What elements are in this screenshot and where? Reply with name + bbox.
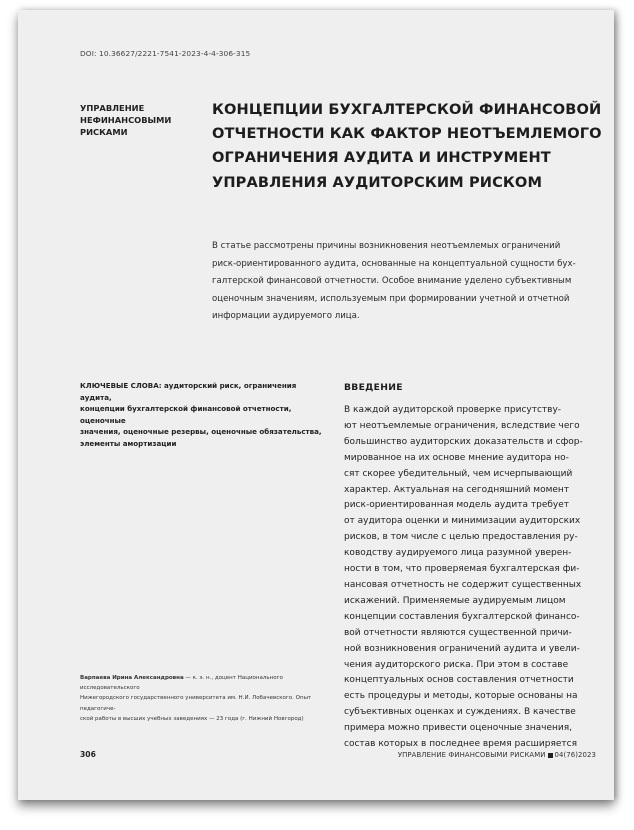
author-name: Варпаева Ирина Александровна	[80, 675, 184, 681]
author-details: — к. э. н., доцент Национального исследовательского Нижегородского государственного университета им. Н.И. Лобачевского. Опыт педагогиче- ской работы в высших учебных заведениях — 23 года (г. Нижний Новгород)	[80, 675, 312, 722]
page-number: 306	[80, 750, 96, 759]
section-rubric: УПРАВЛЕНИЕ НЕФИНАНСОВЫМИ РИСКАМИ	[80, 103, 172, 137]
journal-name: УПРАВЛЕНИЕ ФИНАНСОВЫМИ РИСКАМИ	[397, 751, 546, 759]
journal-issue: 04(76)2023	[554, 751, 596, 759]
body-text: В каждой аудиторской проверке присутству- ют неотъемлемые ограничения, вследствие чего большинство аудиторских доказательств и сфор- мированное на их основе мнение аудитора но- сят скорее убедительный, чем исчерпывающий характер. Актуальная на сегодняшний момент риск-ориентированная модель аудита требует от аудитора оценки и минимизации аудиторских рисков, в том числе с целью предоставления ру- ководству аудируемого лица разумной уверен- ности в том, что проверяемая бухгалтерская фи- нансовая отчетность не содержит существенных искажений. Применяемые аудируемым лицом концепции составления бухгалтерской финансо- вой отчетности являются существенной причи- ной возникновения ограничений аудита и увели- чения аудиторского риска. При этом в составе концептуальных основ составления отчетности есть процедуры и методы, которые основаны на субъективных оценках и суждениях. В качестве примера можно привести оценочные значения, состав которых в последнее время расширяется	[344, 405, 583, 750]
square-separator-icon	[548, 753, 553, 758]
article-title: КОНЦЕПЦИИ БУХГАЛТЕРСКОЙ ФИНАНСОВОЙ ОТЧЕТНОСТИ КАК ФАКТОР НЕОТЪЕМЛЕМОГО ОГРАНИЧЕНИЯ АУДИТА И ИНСТРУМЕНТ УПРАВЛЕНИЯ АУДИТОРСКИМ РИСКОМ	[212, 101, 602, 191]
abstract: В статье рассмотрены причины возникновения неотъемлемых ограничений риск-ориентированного аудита, основанные на концептуальной сущности бух- галтерской финансовой отчетности. Особое внимание уделено субъективным оценочным значениям, используемым при формировании учетной и отчетной информации аудируемого лица.	[212, 241, 576, 322]
doi: DOI: 10.36627/2221-7541-2023-4-4-306-315	[80, 49, 251, 58]
keywords: КЛЮЧЕВЫЕ СЛОВА: аудиторский риск, ограничения аудита, концепции бухгалтерской финансовой отчетности, оценочные значения, оценочные резервы, оценочные обязательства, элементы амортизации	[80, 381, 322, 448]
journal-page	[18, 10, 614, 800]
author-info	[80, 673, 340, 724]
journal-footer	[398, 751, 596, 759]
intro-heading: ВВЕДЕНИЕ	[344, 382, 403, 393]
